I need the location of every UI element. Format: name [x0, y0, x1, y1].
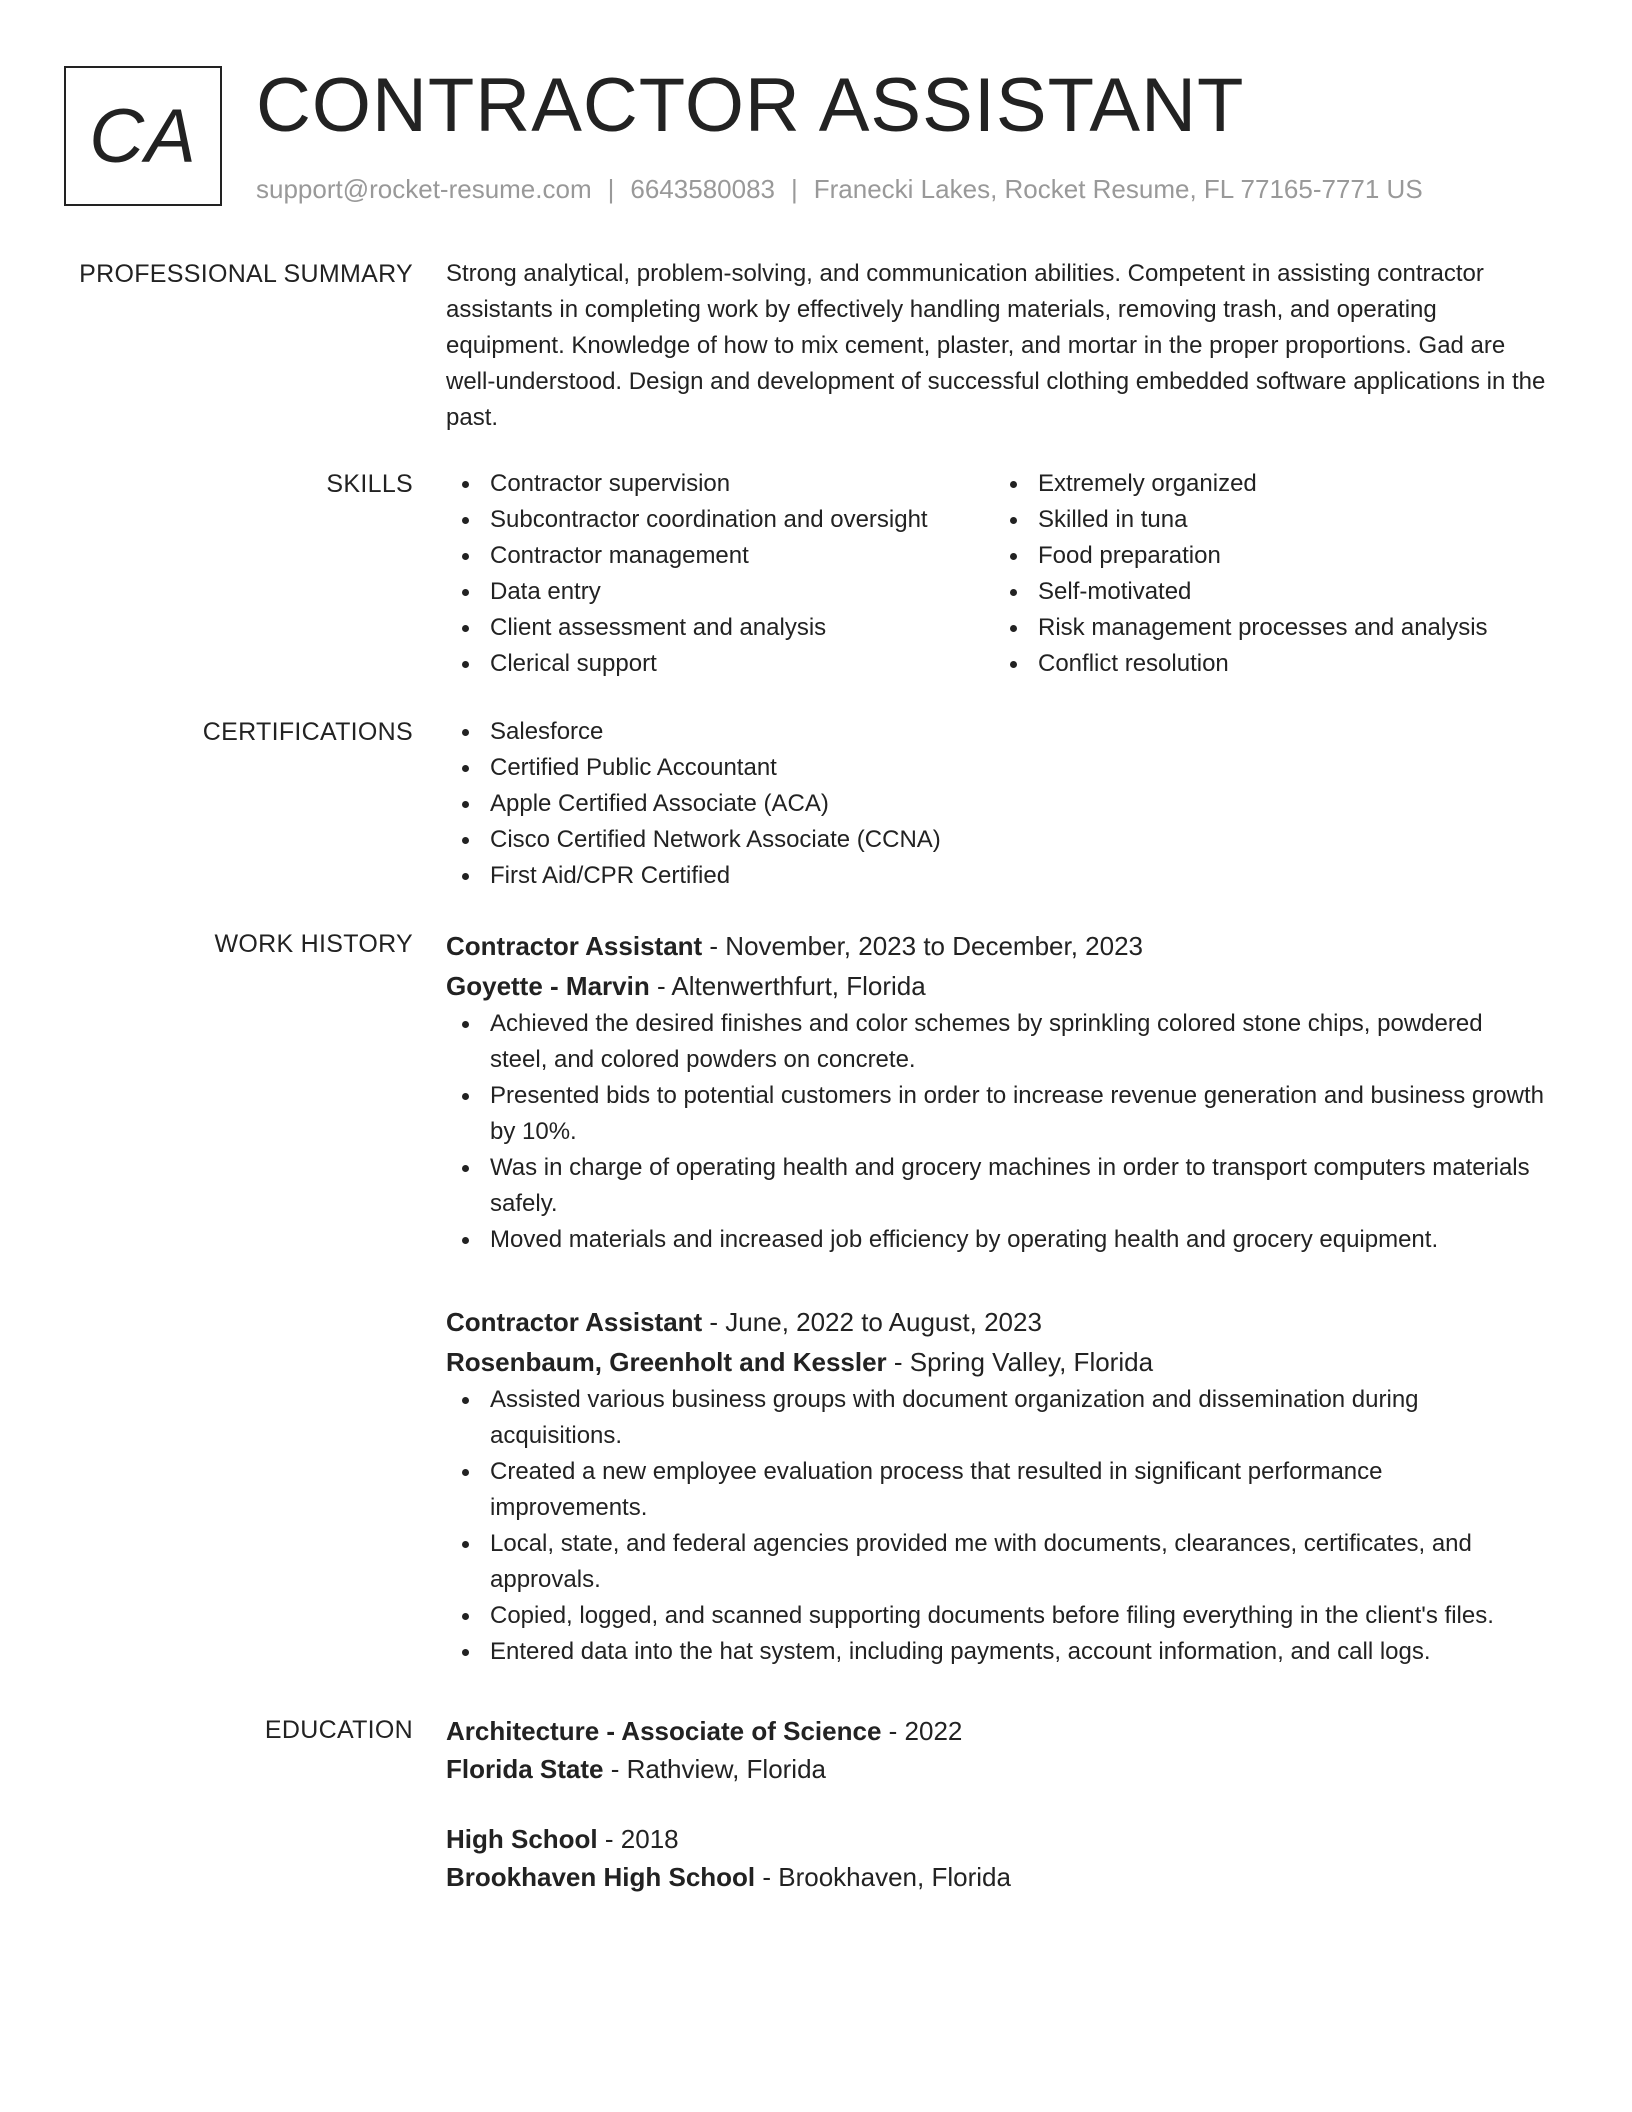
contact-line	[256, 174, 1423, 205]
education-degree: High School	[446, 1824, 598, 1854]
skills-content	[446, 466, 1546, 682]
job-company: Goyette - Marvin	[446, 971, 650, 1001]
job-entry	[446, 926, 1546, 1258]
skills-list-left	[446, 466, 994, 682]
list-item: Apple Certified Associate (ACA)	[446, 786, 1546, 822]
list-item: Copied, logged, and scanned supporting documents before filing everything in the client's files.	[446, 1598, 1546, 1634]
education-degree: Architecture - Associate of Science	[446, 1716, 882, 1746]
list-item: Client assessment and analysis	[446, 610, 994, 646]
list-item: Subcontractor coordination and oversight	[446, 502, 994, 538]
education-school-line	[446, 1858, 1546, 1896]
list-item: Conflict resolution	[994, 646, 1542, 682]
list-item: Salesforce	[446, 714, 1546, 750]
page-title: CONTRACTOR ASSISTANT	[256, 63, 1245, 148]
education-school-line	[446, 1750, 1546, 1788]
contact-email[interactable]: support@rocket-resume.com	[256, 174, 592, 204]
education-year: - 2018	[597, 1824, 679, 1854]
skills-list-right	[994, 466, 1542, 682]
summary-content	[446, 256, 1546, 436]
list-item: Skilled in tuna	[994, 502, 1542, 538]
job-bullets	[446, 1006, 1546, 1258]
education-location: - Rathview, Florida	[603, 1754, 827, 1784]
section-label-certifications: CERTIFICATIONS	[202, 718, 413, 746]
contact-separator: |	[791, 174, 798, 204]
job-location: - Altenwerthfurt, Florida	[649, 971, 926, 1001]
list-item: First Aid/CPR Certified	[446, 858, 1546, 894]
list-item: Data entry	[446, 574, 994, 610]
list-item: Assisted various business groups with document organization and dissemination during acquisitions.	[446, 1382, 1546, 1454]
job-title-line	[446, 926, 1546, 966]
list-item: Contractor management	[446, 538, 994, 574]
list-item: Self-motivated	[994, 574, 1542, 610]
contact-separator: |	[607, 174, 615, 204]
list-item: Clerical support	[446, 646, 994, 682]
list-item: Food preparation	[994, 538, 1542, 574]
education-degree-line	[446, 1712, 1546, 1750]
list-item: Cisco Certified Network Associate (CCNA)	[446, 822, 1546, 858]
education-location: - Brookhaven, Florida	[755, 1862, 1011, 1892]
job-location: - Spring Valley, Florida	[886, 1347, 1154, 1377]
education-entry	[446, 1820, 1546, 1896]
job-bullets	[446, 1382, 1546, 1670]
job-company-line	[446, 1342, 1546, 1382]
education-entry	[446, 1712, 1546, 1788]
job-title: Contractor Assistant	[446, 1307, 703, 1337]
list-item: Certified Public Accountant	[446, 750, 1546, 786]
list-item: Extremely organized	[994, 466, 1542, 502]
education-school: Florida State	[446, 1754, 604, 1784]
summary-text: Strong analytical, problem-solving, and communication abilities. Competent in assisting contractor assistants in completing work by effectively handling materials, removing trash, and operating equipment. Knowledge of how to mix cement, plaster, and mortar in the proper proportions. Gad are well-understood. Design and development of successful clothing embedded software applications in the past.	[446, 260, 1546, 431]
education-degree-line	[446, 1820, 1546, 1858]
education-content	[446, 1712, 1546, 1896]
monogram-badge: CA	[64, 66, 222, 206]
section-label-education: EDUCATION	[264, 1716, 413, 1744]
job-title: Contractor Assistant	[446, 931, 703, 961]
certifications-content	[446, 714, 1546, 894]
certifications-list	[446, 714, 1546, 894]
list-item: Created a new employee evaluation process that resulted in significant performance improvements.	[446, 1454, 1546, 1526]
job-title-line	[446, 1302, 1546, 1342]
section-label-work-history: WORK HISTORY	[214, 930, 413, 958]
job-company: Rosenbaum, Greenholt and Kessler	[446, 1347, 887, 1377]
contact-phone[interactable]: 6643580083	[630, 174, 775, 204]
list-item: Contractor supervision	[446, 466, 994, 502]
job-dates: - November, 2023 to December, 2023	[702, 931, 1144, 961]
education-school: Brookhaven High School	[446, 1862, 756, 1892]
section-label-skills: SKILLS	[326, 470, 413, 498]
education-year: - 2022	[881, 1716, 963, 1746]
list-item: Achieved the desired finishes and color schemes by sprinkling colored stone chips, powdered steel, and colored powders on concrete.	[446, 1006, 1546, 1078]
list-item: Local, state, and federal agencies provided me with documents, clearances, certificates, and approvals.	[446, 1526, 1546, 1598]
job-dates: - June, 2022 to August, 2023	[702, 1307, 1042, 1337]
job-entry	[446, 1302, 1546, 1670]
list-item: Presented bids to potential customers in order to increase revenue generation and business growth by 10%.	[446, 1078, 1546, 1150]
job-company-line	[446, 966, 1546, 1006]
contact-address: Franecki Lakes, Rocket Resume, FL 77165-7771 US	[813, 174, 1423, 204]
list-item: Entered data into the hat system, including payments, account information, and call logs.	[446, 1634, 1546, 1670]
list-item: Risk management processes and analysis	[994, 610, 1542, 646]
list-item: Moved materials and increased job efficiency by operating health and grocery equipment.	[446, 1222, 1546, 1258]
list-item: Was in charge of operating health and grocery machines in order to transport computers materials safely.	[446, 1150, 1546, 1222]
section-label-summary: PROFESSIONAL SUMMARY	[79, 260, 413, 288]
